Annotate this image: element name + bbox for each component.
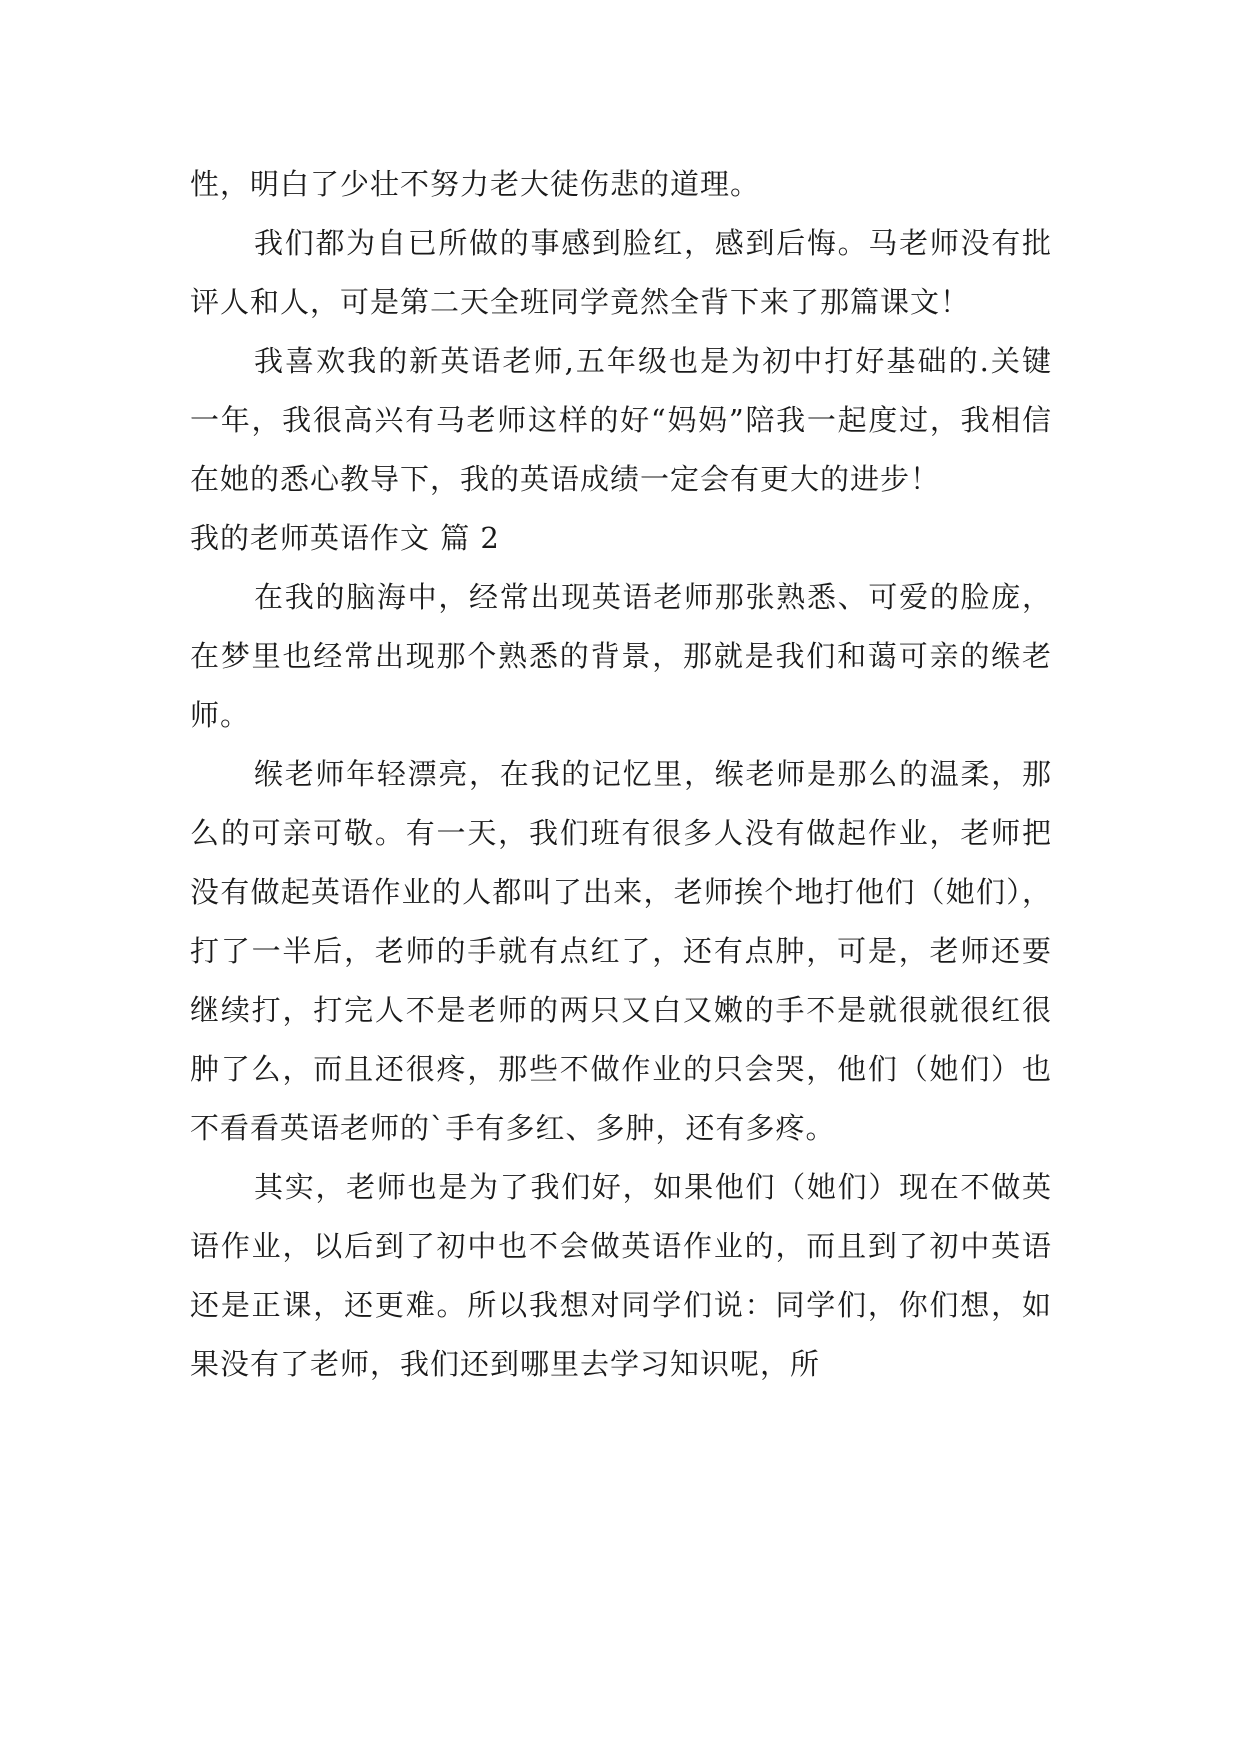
paragraph-2: 我们都为自已所做的事感到脸红，感到后悔。马老师没有批评人和人，可是第二天全班同学竟然全背下来了那篇课文！ [190,226,1052,319]
paragraph-5: 缑老师年轻漂亮，在我的记忆里，缑老师是那么的温柔，那么的可亲可敬。有一天，我们班有很多人没有做起作业，老师把没有做起英语作业的人都叫了出来，老师挨个地打他们（她们），打了一半后，老师的手就有点红了，还有点肿，可是，老师还要继续打，打完人不是老师的两只又白又嫩的手不是就很就很红很肿了么，而且还很疼，那些不做作业的只会哭，他们（她们）也不看看英语老师的`手有多红、多肿，还有多疼。 [190,757,1052,1145]
paragraph-4: 在我的脑海中，经常出现英语老师那张熟悉、可爱的脸庞，在梦里也经常出现那个熟悉的背景，那就是我们和蔼可亲的缑老师。 [190,580,1052,732]
paragraph-1: 性，明白了少壮不努力老大徒伤悲的道理。 [190,167,761,201]
section-heading: 我的老师英语作文 篇 2 [190,521,500,555]
paragraph-6: 其实，老师也是为了我们好，如果他们（她们）现在不做英语作业，以后到了初中也不会做英语作业的，而且到了初中英语还是正课，还更难。所以我想对同学们说：同学们，你们想，如果没有了老师，我们还到哪里去学习知识呢，所 [190,1170,1052,1381]
paragraph-3: 我喜欢我的新英语老师,五年级也是为初中打好基础的.关键一年，我很高兴有马老师这样的好“妈妈”陪我一起度过，我相信在她的悉心教导下，我的英语成绩一定会有更大的进步！ [190,344,1052,496]
document-body [190,155,1052,1394]
